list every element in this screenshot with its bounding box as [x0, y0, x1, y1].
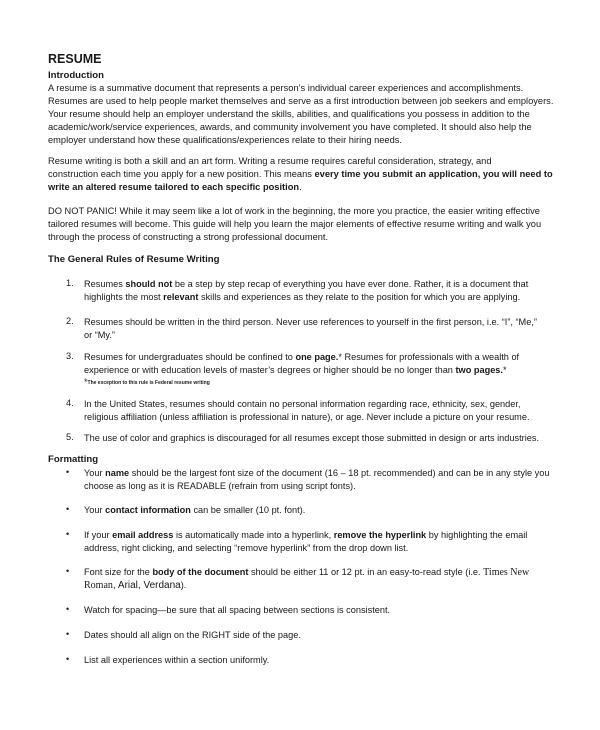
- panic-line: DO NOT PANIC! While it may seem like a lot of work in the beginning, the more you practice, the easier writing effective: [48, 206, 540, 216]
- bullet-icon: •: [66, 467, 70, 477]
- rule-item: In the United States, resumes should contain no personal information regarding race, ethnicity, sex, gender, religious affiliation (unless affiliation is professional in nature), or age. Never include a picture on your resume.: [84, 399, 530, 422]
- rule-item: Resumes should not be a step by step recap of everything you have ever done. Rather, it is a document that highlights the most relevant skills and experiences as they relate to the position for which you are applying.: [84, 279, 529, 302]
- general-rules-heading: The General Rules of Resume Writing: [48, 254, 220, 265]
- rule-number: 3.: [66, 351, 74, 361]
- rule-item: The use of color and graphics is discouraged for all resumes except those submitted in design or arts industries.: [84, 433, 540, 443]
- rule-number: 1.: [66, 278, 74, 288]
- formatting-item: Your contact information can be smaller (10 pt. font).: [84, 505, 306, 515]
- rule-number: 2.: [66, 316, 74, 326]
- footnote-star: *: [84, 377, 88, 387]
- formatting-item: If your email address is automatically made into a hyperlink, remove the hyperlink by highlighting the email address, right clicking, and selecting “remove hyperlink” from the drop down list.: [84, 530, 528, 553]
- formatting-heading: Formatting: [48, 454, 99, 465]
- rule-number: 5.: [66, 432, 74, 442]
- introduction-heading: Introduction: [48, 70, 104, 81]
- writing-line: Resume writing is both a skill and an art form. Writing a resume requires careful consideration, strategy, and: [48, 156, 492, 166]
- writing-line: write an altered resume tailored to each specific position.: [48, 182, 302, 192]
- rule-item: Resumes should be written in the third person. Never use references to yourself in the first person, i.e. “I”, “Me,” or “My.”: [84, 317, 537, 340]
- document-title: RESUME: [48, 52, 102, 66]
- writing-paragraph: [48, 155, 558, 194]
- bullet-icon: •: [66, 529, 70, 539]
- bullet-icon: •: [66, 604, 70, 614]
- intro-line: A resume is a summative document that represents a person’s individual career experiences and accomplishments.: [48, 83, 524, 93]
- formatting-item: List all experiences within a section uniformly.: [84, 655, 270, 665]
- intro-line: employer understand how these qualifications/experiences relate to their hiring needs.: [48, 135, 403, 145]
- writing-line: construction each time you apply for a new position. This means every time you submit an application, you will need to: [48, 169, 553, 179]
- formatting-item: Font size for the body of the document should be either 11 or 12 pt. in an easy-to-read style (i.e. Times New Roman, Arial, Verdana).: [84, 567, 530, 591]
- formatting-item: Dates should all align on the RIGHT side of the page.: [84, 630, 301, 640]
- intro-line: Your resume should help an employer understand the skills, abilities, and qualifications you possess in addition to the: [48, 109, 530, 119]
- formatting-item: Watch for spacing—be sure that all spacing between sections is consistent.: [84, 605, 391, 615]
- bullet-icon: •: [66, 566, 70, 576]
- intro-line: Resumes are used to help people market themselves and serve as a first introduction between job seekers and employers.: [48, 96, 554, 106]
- rule-item: Resumes for undergraduates should be confined to one page.* Resumes for professionals with a wealth of experience or with education levels of master’s degrees or higher should be no longer than two pages.* *The exception to this rule is Federal resume writing: [84, 352, 520, 387]
- bullet-icon: •: [66, 504, 70, 514]
- rule-number: 4.: [66, 398, 74, 408]
- panic-line: through the process of constructing a strong professional document.: [48, 232, 329, 242]
- formatting-item: Your name should be the largest font size of the document (16 – 18 pt. recommended) and can be in any style you choose as long as it is READABLE (refrain from using script fonts).: [84, 468, 550, 491]
- intro-line: academic/work/service experiences, awards, and community involvement you have completed. It should also help the: [48, 122, 532, 132]
- panic-paragraph: [48, 205, 558, 244]
- bullet-icon: •: [66, 629, 70, 639]
- bullet-icon: •: [66, 654, 70, 664]
- footnote-text: The exception to this rule is Federal resume writing: [87, 380, 210, 386]
- panic-line: tailored resumes will become. This guide will help you learn the major elements of effective resume writing and walk you: [48, 219, 542, 229]
- introduction-paragraph: [48, 82, 558, 147]
